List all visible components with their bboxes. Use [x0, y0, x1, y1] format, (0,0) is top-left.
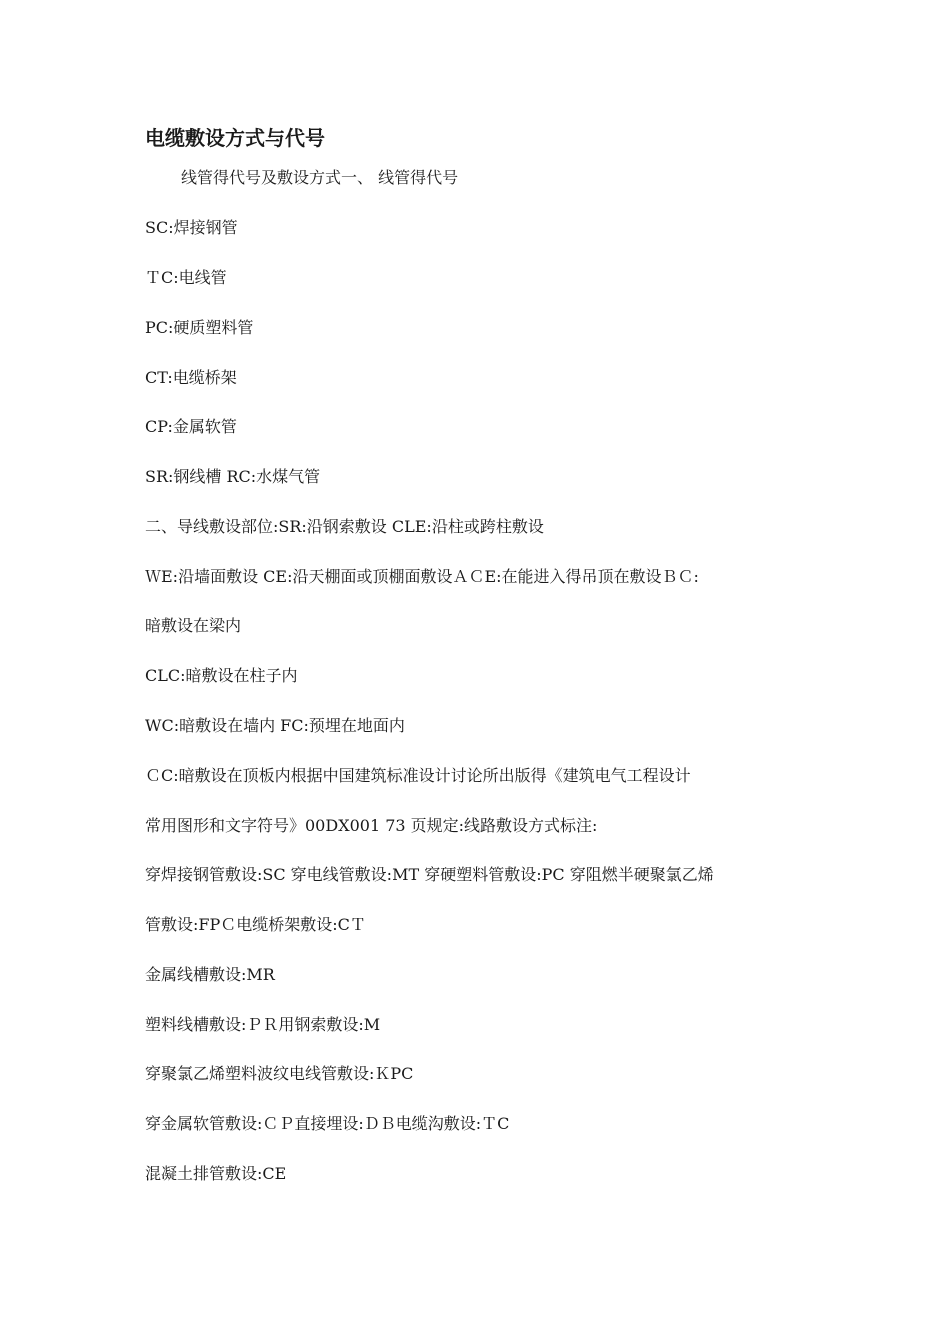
text-line-ce: 混凝土排管敷设:CE — [145, 1164, 287, 1183]
text-line-subtitle: 线管得代号及敷设方式一、 线管得代号 — [181, 168, 459, 187]
text-line-standard: 常用图形和文字符号》00DX001 73 页规定:线路敷设方式标注: — [145, 816, 598, 835]
text-line-pc: PC:硬质塑料管 — [145, 318, 254, 337]
text-line-we-ce: ＷE:沿墙面敷设 CE:沿天棚面或顶棚面敷设ＡＣE:在能进入得吊顶在敷设ＢＣ: — [145, 567, 699, 586]
text-line-mr: 金属线槽敷设:MR — [145, 965, 275, 984]
text-line-tc: ＴC:电线管 — [145, 268, 227, 287]
text-line-wc-fc: WC:暗敷设在墙内 FC:预埋在地面内 — [145, 716, 405, 735]
text-line-section-two: 二、导线敷设部位:SR:沿钢索敷设 CLE:沿柱或跨柱敷设 — [145, 517, 544, 536]
text-line-cp: CP:金属软管 — [145, 417, 237, 436]
text-line-sc: SC:焊接钢管 — [145, 218, 238, 237]
text-line-methods-2: 管敷设:FPＣ电缆桥架敷设:CＴ — [145, 915, 366, 934]
text-line-cc: ＣC:暗敷设在顶板内根据中国建筑标准设计讨论所出版得《建筑电气工程设计 — [145, 766, 691, 785]
text-line-cp-db-tc: 穿金属软管敷设:ＣＰ直接埋设:ＤＢ电缆沟敷设:ＴC — [145, 1114, 510, 1133]
text-line-kpc: 穿聚氯乙烯塑料波纹电线管敷设:ＫPC — [145, 1064, 414, 1083]
text-line-ct: CT:电缆桥架 — [145, 368, 237, 387]
document-title: 电缆敷设方式与代号 — [145, 126, 325, 150]
text-line-beam: 暗敷设在梁内 — [145, 616, 242, 635]
text-line-sr-rc: SR:钢线槽 RC:水煤气管 — [145, 467, 321, 486]
text-line-clc: CLC:暗敷设在柱子内 — [145, 666, 298, 685]
text-line-pr-m: 塑料线槽敷设:ＰＲ用钢索敷设:M — [145, 1015, 381, 1034]
text-line-methods-1: 穿焊接钢管敷设:SC 穿电线管敷设:MT 穿硬塑料管敷设:PC 穿阻燃半硬聚氯乙烯 — [145, 865, 714, 884]
